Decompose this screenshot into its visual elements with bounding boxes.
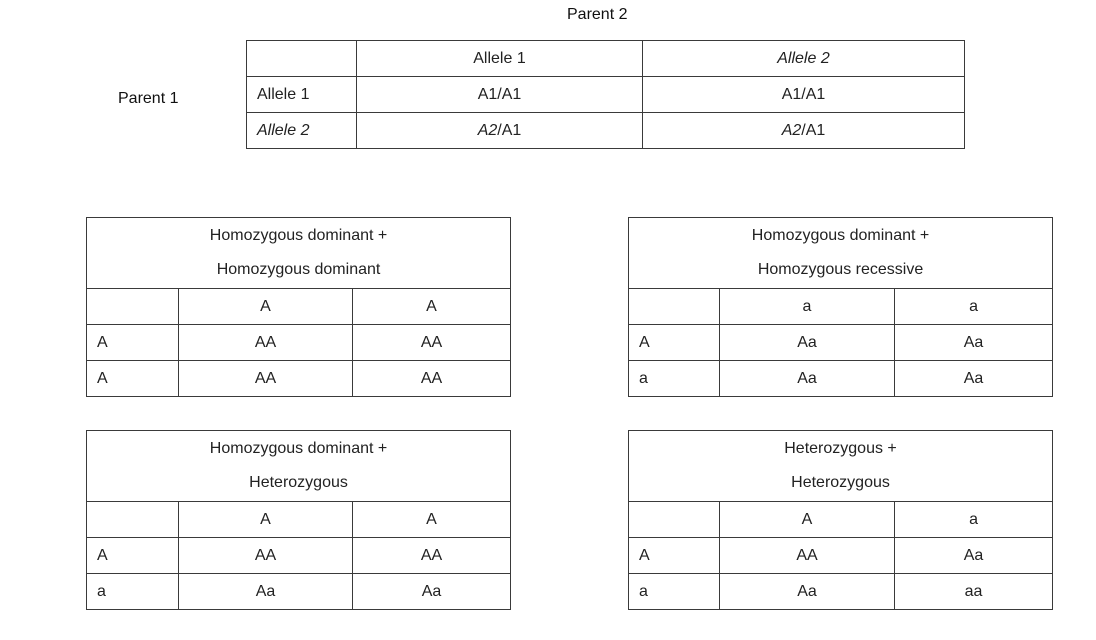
punnett-square-homdom-homdom — [86, 217, 511, 397]
corner-cell — [247, 41, 357, 77]
square-title — [87, 218, 511, 289]
table-row — [629, 325, 1053, 361]
row-header: Allele 1 — [247, 77, 357, 113]
genotype-cell: Aa — [895, 538, 1053, 574]
row-header: A — [87, 325, 179, 361]
header-row — [629, 502, 1053, 538]
parent2-label: Parent 2 — [567, 6, 628, 23]
genotype-cell: aa — [895, 574, 1053, 610]
table-row — [629, 538, 1053, 574]
title-line: Heterozygous — [249, 474, 348, 491]
corner-cell — [87, 502, 179, 538]
row-header: A — [629, 538, 720, 574]
row-header: a — [629, 361, 720, 397]
corner-cell — [87, 289, 179, 325]
punnett-square-het-het — [628, 430, 1053, 610]
genotype-cell — [357, 77, 643, 113]
table-row — [87, 325, 511, 361]
title-line: Homozygous recessive — [757, 261, 924, 278]
square-title — [629, 431, 1053, 502]
column-header: A — [353, 289, 511, 325]
column-header: Allele 2 — [643, 41, 965, 77]
header-row — [87, 289, 511, 325]
genotype-cell: Aa — [720, 325, 895, 361]
row-header: A — [87, 538, 179, 574]
genotype-cell — [357, 113, 643, 149]
genotype-cell: AA — [179, 325, 353, 361]
allele-text: A1 — [477, 85, 498, 103]
column-header: A — [353, 502, 511, 538]
column-header: a — [895, 502, 1053, 538]
genotype-cell: AA — [179, 361, 353, 397]
column-header: A — [720, 502, 895, 538]
table-row — [87, 538, 511, 574]
column-header: A — [179, 502, 353, 538]
header-row — [629, 289, 1053, 325]
row-header: A — [87, 361, 179, 397]
genotype-cell: Aa — [720, 361, 895, 397]
genotype-cell: AA — [353, 361, 511, 397]
table-row — [629, 574, 1053, 610]
punnett-square-homdom-homrec — [628, 217, 1053, 397]
genotype-cell: AA — [353, 538, 511, 574]
table-row — [87, 361, 511, 397]
header-row — [87, 502, 511, 538]
table-row — [629, 361, 1053, 397]
genotype-cell: Aa — [720, 574, 895, 610]
allele-text: /A1 — [497, 85, 522, 103]
title-line: Homozygous dominant + — [209, 440, 388, 457]
allele-text: A1 — [781, 85, 802, 103]
title-line: Heterozygous — [791, 474, 890, 491]
row-header: a — [87, 574, 179, 610]
allele-text: /A1 — [801, 85, 826, 103]
title-line: Homozygous dominant — [216, 261, 381, 278]
genotype-cell: AA — [353, 325, 511, 361]
column-header: a — [895, 289, 1053, 325]
table-row — [247, 113, 965, 149]
title-line: Homozygous dominant + — [751, 227, 930, 244]
square-title — [629, 218, 1053, 289]
genotype-cell: Aa — [179, 574, 353, 610]
table-row — [87, 574, 511, 610]
genotype-cell: Aa — [353, 574, 511, 610]
genotype-cell: Aa — [895, 361, 1053, 397]
main-punnett-square — [246, 40, 965, 149]
column-header: A — [179, 289, 353, 325]
header-row — [247, 41, 965, 77]
parent1-label: Parent 1 — [118, 90, 179, 107]
allele-text: /A1 — [497, 121, 522, 139]
allele-text: A2 — [781, 121, 802, 139]
table-row — [247, 77, 965, 113]
square-title — [87, 431, 511, 502]
column-header: a — [720, 289, 895, 325]
row-header: Allele 2 — [247, 113, 357, 149]
genotype-cell: AA — [179, 538, 353, 574]
genotype-cell: Aa — [895, 325, 1053, 361]
title-line: Heterozygous + — [784, 440, 897, 457]
genotype-cell — [643, 113, 965, 149]
genotype-cell: AA — [720, 538, 895, 574]
corner-cell — [629, 289, 720, 325]
column-header: Allele 1 — [357, 41, 643, 77]
corner-cell — [629, 502, 720, 538]
allele-text: /A1 — [801, 121, 826, 139]
punnett-square-homdom-het — [86, 430, 511, 610]
genotype-cell — [643, 77, 965, 113]
title-line: Homozygous dominant + — [209, 227, 388, 244]
allele-text: A2 — [477, 121, 498, 139]
row-header: A — [629, 325, 720, 361]
row-header: a — [629, 574, 720, 610]
